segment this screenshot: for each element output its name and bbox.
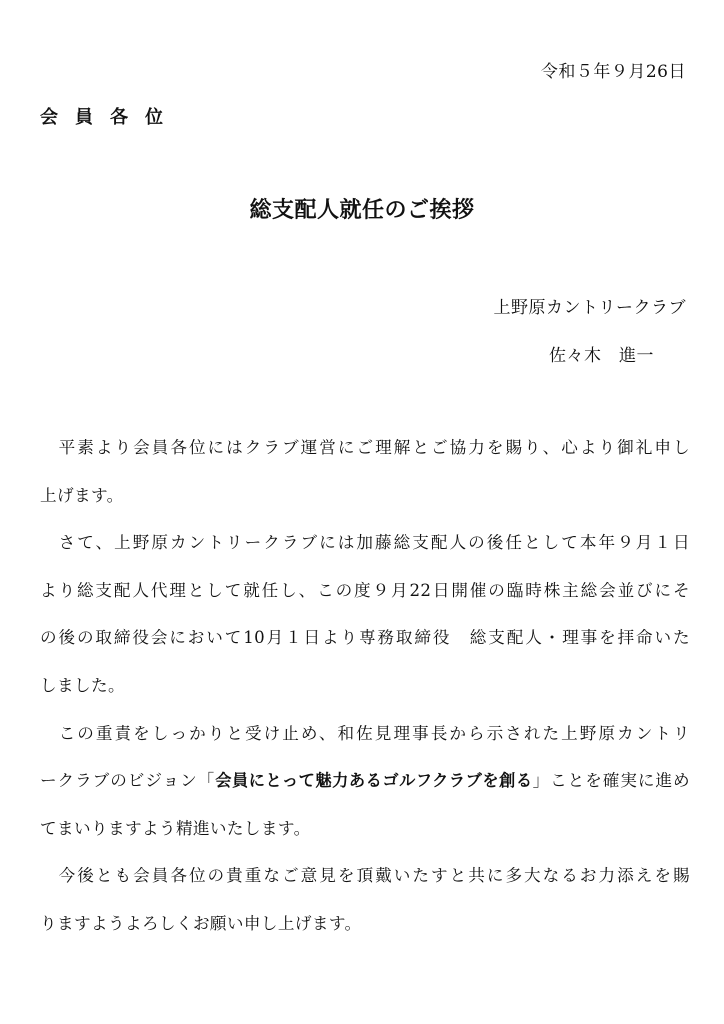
letter-body xyxy=(40,424,690,948)
body-line xyxy=(40,757,690,805)
vision-statement: 会員にとって魅力あるゴルフクラブを創る xyxy=(215,771,533,791)
body-line: 平素より会員各位にはクラブ運営にご理解とご協力を賜り、心より御礼申し xyxy=(40,438,690,457)
body-line: しました。 xyxy=(40,675,125,695)
vision-outro-text: 」ことを確実に進め xyxy=(532,771,690,791)
vision-intro-text: ークラブのビジョン「 xyxy=(40,771,216,791)
recipient-line: 会員各位 xyxy=(40,107,180,128)
body-line: りますようよろしくお願い申し上げます。 xyxy=(40,913,362,933)
body-line: より総支配人代理として就任し、この度９月22日開催の臨時株主総会並びにそ xyxy=(40,580,690,600)
sender-name: 佐々木 進一 xyxy=(549,346,654,366)
body-line: 上げます。 xyxy=(40,485,124,505)
body-line: さて、上野原カントリークラブには加藤総支配人の後任として本年９月１日 xyxy=(40,533,690,553)
body-line: てまいりますよう精進いたします。 xyxy=(40,818,311,838)
sender-organization: 上野原カントリークラブ xyxy=(493,298,686,318)
letter-title: 総支配人就任のご挨拶 xyxy=(249,197,475,223)
body-line: この重責をしっかりと受け止め、和佐見理事長から示された上野原カントリ xyxy=(40,723,690,743)
letter-date: 令和５年９月26日 xyxy=(540,62,686,82)
body-line: 今後とも会員各位の貴重なご意見を頂戴いたすと共に多大なるお力添えを賜 xyxy=(40,866,690,886)
body-line: の後の取締役会において10月１日より専務取締役 総支配人・理事を拝命いた xyxy=(40,628,690,648)
